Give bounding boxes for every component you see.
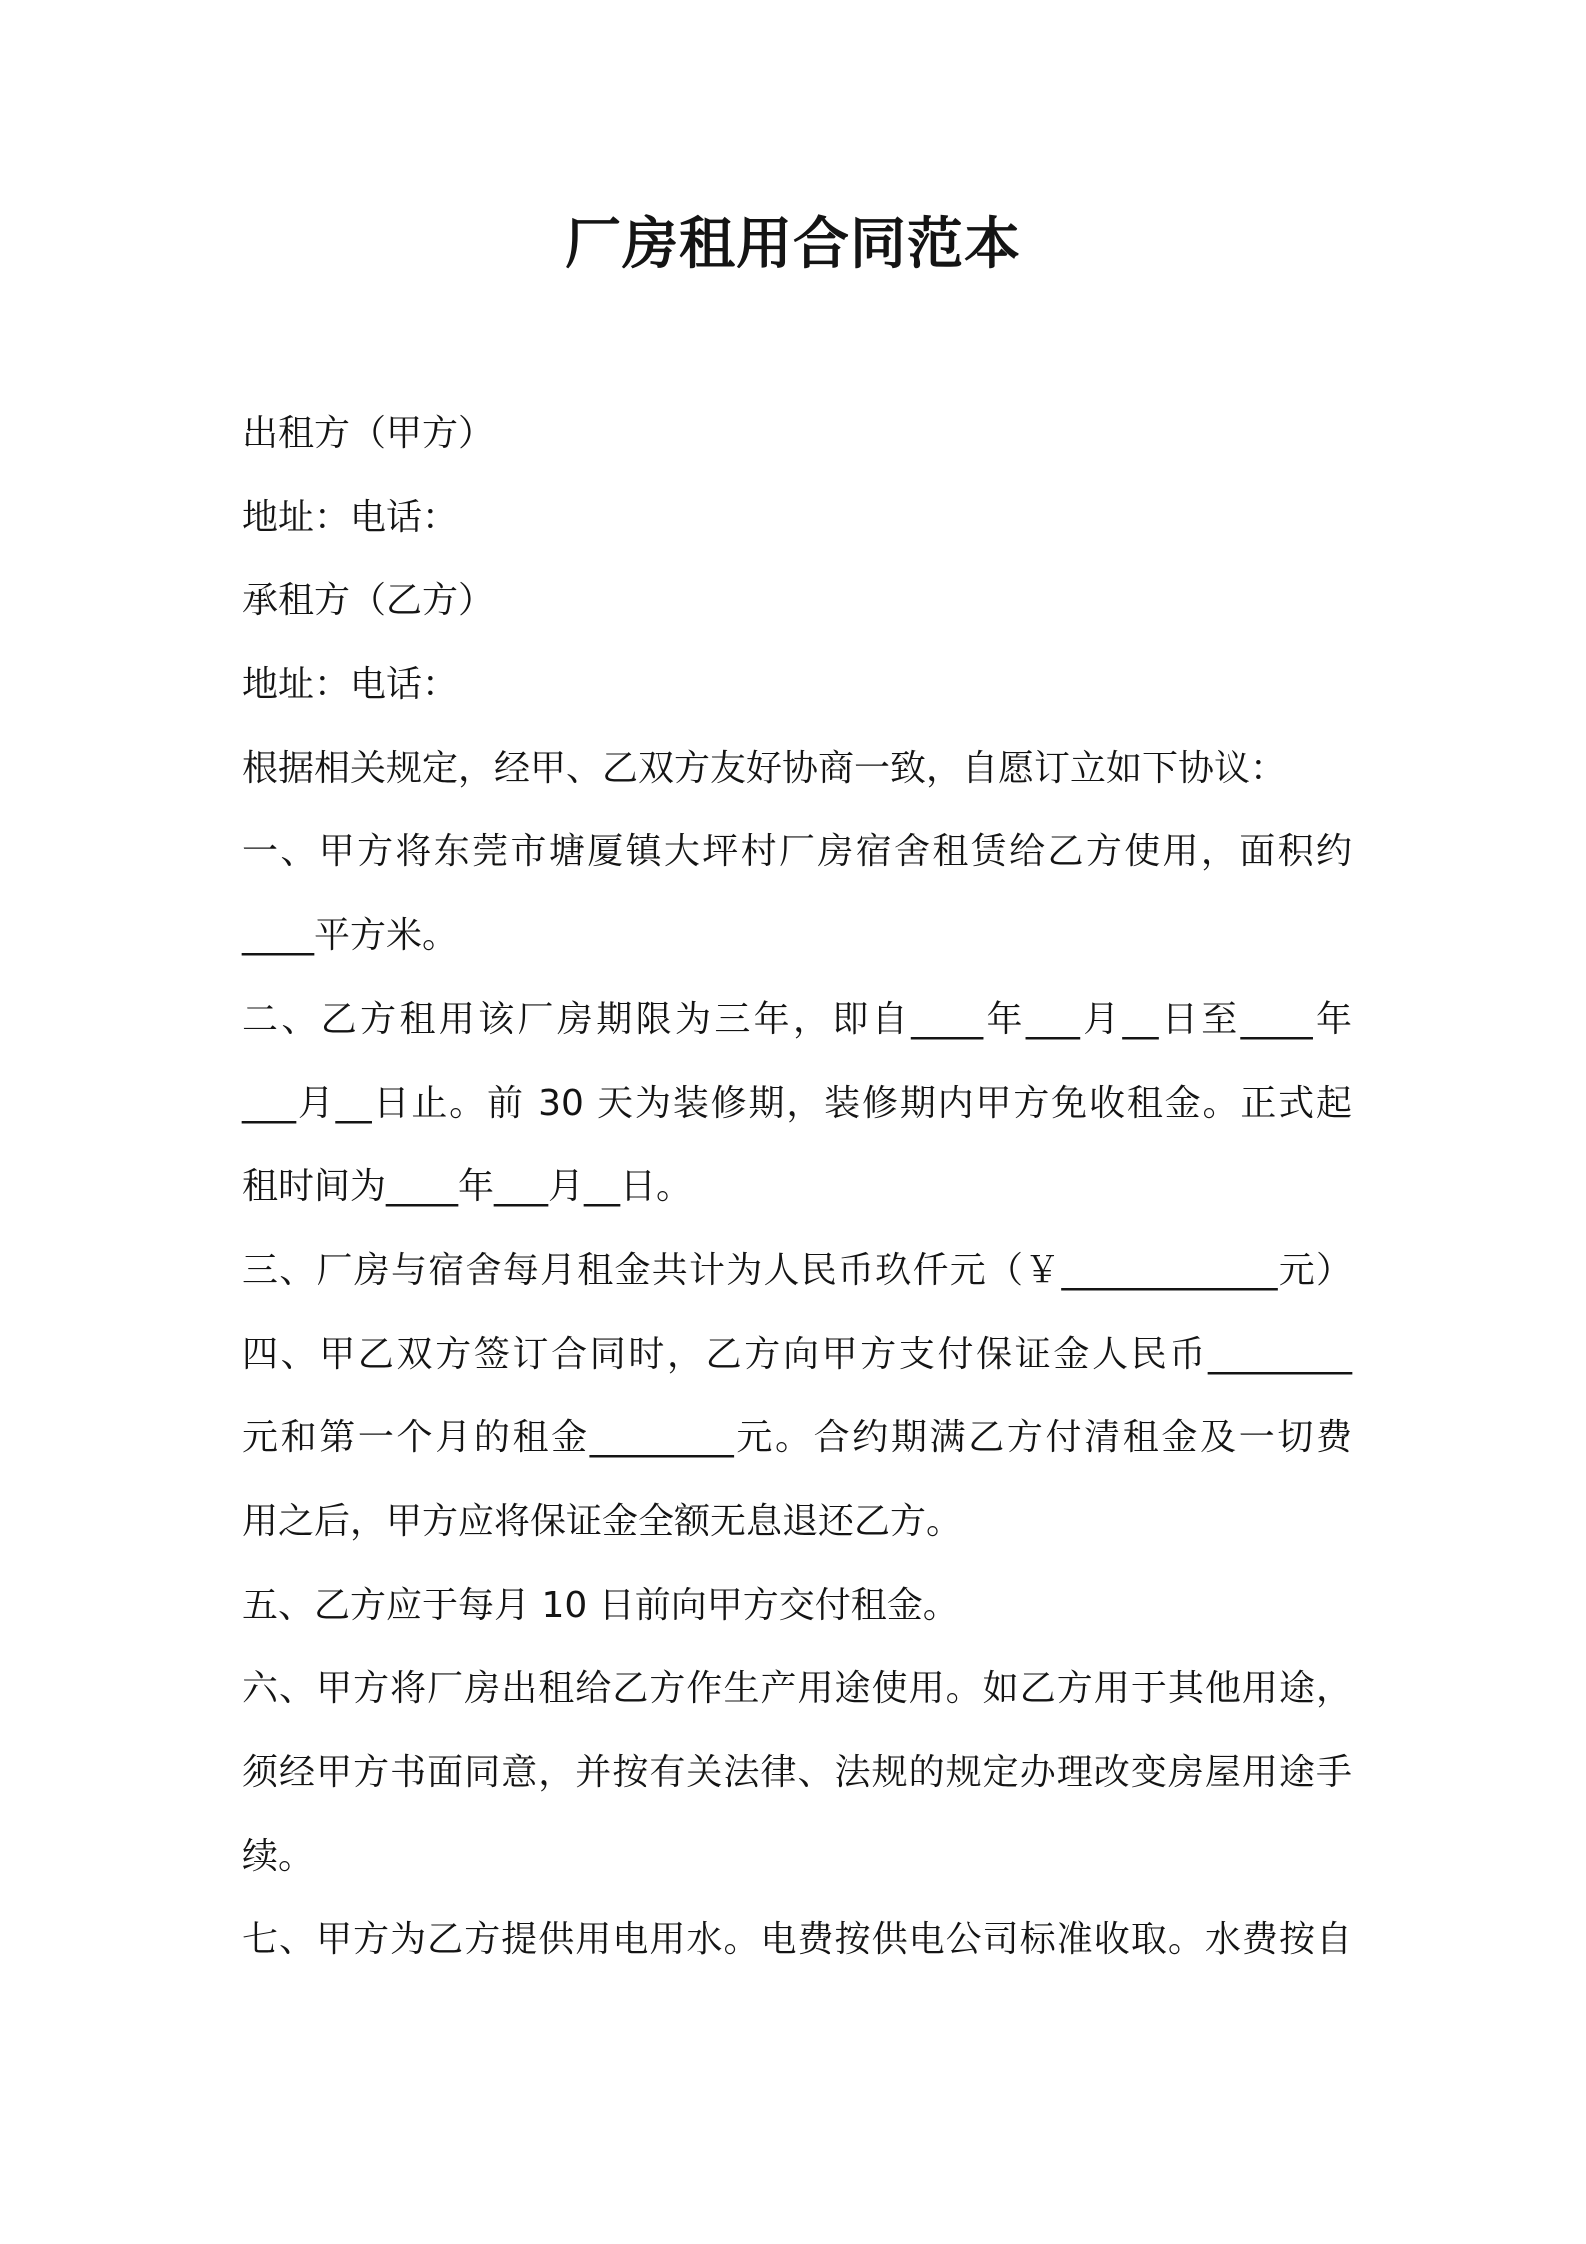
clause-7-line-1: 七、甲方为乙方提供用电用水。电费按供电公司标准收取。水费按自: [242, 1919, 1352, 1961]
clause-4-line-1: 四、甲乙双方签订合同时，乙方向甲方支付保证金人民币________: [242, 1333, 1352, 1375]
clause-2-line-1: 二、乙方租用该厂房期限为三年，即自____年___月__日至____年: [242, 998, 1352, 1040]
lessor-label: 出租方（甲方）: [242, 413, 495, 454]
clause-6-line-1: 六、甲方将厂房出租给乙方作生产用途使用。如乙方用于其他用途，: [242, 1668, 1352, 1710]
clause-6-line-2: 须经甲方书面同意，并按有关法律、法规的规定办理改变房屋用途手: [242, 1752, 1352, 1793]
lessor-address-phone: 地址：电话：: [242, 496, 459, 538]
clause-1-line-2: ____平方米。: [242, 915, 459, 957]
clause-6-line-3: 续。: [242, 1835, 315, 1877]
clause-1-line-1: 一、甲方将东莞市塘厦镇大坪村厂房宿舍租赁给乙方使用，面积约: [242, 831, 1352, 873]
clause-4-line-3: 用之后，甲方应将保证金全额无息退还乙方。: [242, 1500, 963, 1542]
clause-5-line-1: 五、乙方应于每月 10 日前向甲方交付租金。: [242, 1584, 959, 1626]
lessee-label: 承租方（乙方）: [242, 580, 495, 622]
preamble-line: 根据相关规定，经甲、乙双方友好协商一致，自愿订立如下协议：: [242, 747, 1287, 789]
lessee-address-phone: 地址：电话：: [242, 664, 459, 706]
clause-2-line-2: ___月__日止。前 30 天为装修期，装修期内甲方免收租金。正式起: [242, 1082, 1352, 1124]
clause-2-line-3: 租时间为____年___月__日。: [242, 1166, 693, 1208]
clause-4-line-2: 元和第一个月的租金________元。合约期满乙方付清租金及一切费: [242, 1417, 1352, 1459]
clause-3-line-1: 三、厂房与宿舍每月租金共计为人民币玖仟元（￥____________元）: [242, 1249, 1352, 1291]
document-title: 厂房租用合同范本: [565, 212, 1021, 277]
document-body: [242, 392, 1352, 1982]
